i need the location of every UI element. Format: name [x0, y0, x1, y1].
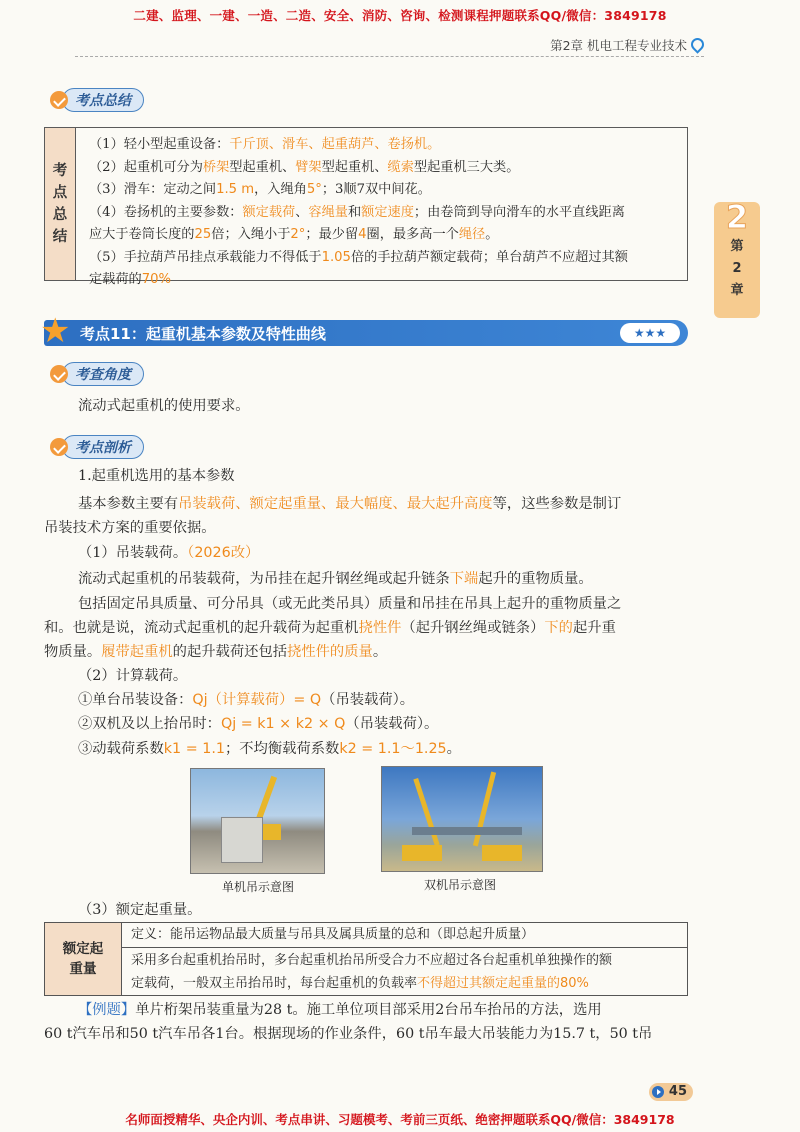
summary-line-7 [89, 269, 679, 292]
highlight: 2° [290, 227, 306, 242]
text: 起升的重物质量。 [478, 571, 593, 587]
bottom-contact-banner: 名师面授精华、央企内训、考点串讲、习题模考、考前三页纸、绝密押题联系QQ/微信：3849178 [125, 1112, 675, 1127]
summary-line-1 [89, 134, 679, 157]
text: 的起升载荷还包括 [172, 644, 288, 660]
highlight: 5° [306, 182, 322, 197]
text: ③动载荷系数 [78, 741, 164, 757]
text: 起升重 [572, 620, 616, 636]
text: 和 [347, 204, 362, 220]
text: 。 [485, 227, 499, 242]
summary-side-char: 结 [52, 229, 68, 245]
highlight: 不得超过其额定起重量的80% [417, 976, 589, 991]
formula-single [78, 688, 414, 712]
text: ；3顺7双中间花。 [321, 182, 431, 197]
chapter-side-tab [714, 198, 760, 318]
text: 等，这些参数是制订 [492, 496, 622, 512]
chapter-title: 第2章 机电工程专业技术 [550, 38, 687, 53]
formula-double [78, 712, 438, 736]
highlight: 1.5 m [216, 182, 255, 197]
summary-side-label [45, 128, 76, 280]
text: 物质量。 [44, 644, 102, 660]
rated-rule-line-2 [131, 972, 679, 995]
summary-side-char: 考 [52, 163, 68, 179]
rated-label-line: 重量 [69, 961, 97, 977]
highlight: 桥架 [202, 159, 230, 175]
analysis-pill [50, 435, 144, 459]
figure-caption-double: 双机吊示意图 [424, 878, 497, 892]
highlight: 1.05 [321, 249, 351, 265]
text: 型起重机、 [229, 159, 296, 175]
subheading-rated-capacity: （3）额定起重量。 [78, 902, 202, 918]
chapter-label-3: 章 [730, 283, 744, 298]
highlight: 挠性件的质量 [287, 644, 373, 660]
text: 。 [372, 644, 388, 660]
summary-box [44, 127, 688, 287]
summary-line-5 [89, 224, 679, 247]
topic-title: 考点11：起重机基本参数及特性曲线 [80, 325, 326, 343]
angle-pill-label: 考查角度 [62, 362, 144, 386]
example-line-1 [78, 998, 690, 1022]
highlight: 70% [141, 272, 172, 287]
text: 基本参数主要有 [78, 496, 179, 512]
text: （2）起重机可分为 [89, 159, 203, 175]
text: （1）吊装载荷。 [78, 545, 188, 561]
summary-side-char: 总 [52, 207, 68, 223]
highlight: 下的 [544, 620, 573, 636]
summary-side-char: 点 [52, 185, 68, 201]
highlight: 25 [194, 227, 212, 242]
double-crane-photo [381, 766, 543, 872]
subheading-lifting-load [78, 541, 259, 565]
example-tag: 【例题】 [78, 1002, 136, 1018]
text: 倍；入绳小于 [211, 227, 291, 242]
summary-line-4 [89, 202, 679, 225]
chapter-label-1: 第 [730, 239, 744, 254]
single-crane-photo [190, 768, 325, 874]
summary-line-3 [89, 179, 679, 202]
crane-body-left [402, 845, 442, 861]
highlight: 下端 [449, 571, 479, 587]
revision-tag: （2026改） [187, 545, 260, 561]
text: 。 [446, 741, 461, 757]
location-pin-icon [688, 35, 706, 53]
highlight: 履带起重机 [101, 644, 173, 660]
lock-icon [50, 438, 68, 456]
highlight: 绳径 [458, 227, 486, 242]
text: 倍的手拉葫芦额定载荷；单台葫芦不应超过其额 [350, 249, 628, 265]
highlight: 额定载荷 [242, 204, 296, 220]
highlight: 臂架 [295, 159, 322, 175]
text: （吊装载荷）。 [345, 716, 439, 732]
text: ，入绳角 [254, 182, 307, 197]
summary-line-2 [89, 157, 679, 180]
highlight: 额定速度 [361, 204, 414, 220]
summary-pill [50, 88, 144, 112]
chapter-number-large: 2 [725, 198, 749, 236]
highlight: 吊装载荷、额定起重量、最大幅度、最大起升高度 [178, 496, 493, 512]
text: 圈，最多高一个 [366, 227, 459, 242]
text: ；最少留 [305, 227, 359, 242]
difficulty-stars: ★★★ [620, 323, 680, 343]
rated-rule-row [121, 948, 687, 995]
angle-pill [50, 362, 144, 386]
crane-body-right [482, 845, 522, 861]
text: （起升钢丝绳或链条） [401, 620, 545, 636]
paragraph-lifting-load [78, 567, 593, 591]
crane-boom-right [473, 772, 496, 847]
text: （1）轻小型起重设备： [89, 137, 230, 152]
text: 定载荷的 [89, 272, 142, 287]
formula: k1 = 1.1 [163, 741, 225, 757]
text: 型起重机三大类。 [413, 159, 520, 175]
text: ；由卷筒到导向滑车的水平直线距离 [413, 204, 625, 220]
paragraph-includes-2 [44, 616, 616, 640]
angle-text: 流动式起重机的使用要求。 [78, 398, 250, 414]
highlight: 挠性件 [358, 620, 402, 636]
topic-title-bar [40, 311, 688, 351]
highlight: 千斤顶、滑车、起重葫芦、卷扬机。 [229, 137, 441, 152]
header-divider [75, 56, 704, 57]
crane-boom-left [413, 778, 439, 846]
text: 单片桁架吊装重量为28 t。施工单位项目部采用2台吊车抬吊的方法，选用 [135, 1002, 602, 1018]
text: （4）卷扬机的主要参数： [89, 204, 243, 220]
formula: Qj = k1 × k2 × Q [220, 716, 346, 732]
text: （3）滑车：定动之间 [89, 182, 217, 197]
text: ②双机及以上抬吊时： [78, 716, 221, 732]
text: 、 [295, 204, 309, 220]
subheading-calc-load: （2）计算载荷。 [78, 668, 188, 684]
paragraph-basic-params [78, 492, 688, 516]
text: 型起重机、 [321, 159, 388, 175]
text: ①单台吊装设备： [78, 692, 193, 708]
paragraph-basic-params-cont: 吊装技术方案的重要依据。 [44, 520, 216, 536]
rated-capacity-table [44, 922, 688, 996]
rated-capacity-label [45, 923, 122, 995]
section-heading-1: 1.起重机选用的基本参数 [78, 468, 235, 484]
highlight: 缆索 [387, 159, 414, 175]
text: （5）手拉葫芦吊挂点承载能力不得低于 [89, 249, 322, 265]
text: 定载荷，一般双主吊抬吊时，每台起重机的负载率 [131, 976, 418, 991]
page-number: 45 [649, 1083, 693, 1101]
chapter-label-2: 2 [732, 261, 742, 276]
text: 流动式起重机的吊装载荷，为吊挂在起升钢丝绳或起升链条 [78, 571, 450, 587]
formula: k2 = 1.1～1.25 [339, 741, 447, 757]
lightbulb-icon [50, 91, 68, 109]
formula-coefficients [78, 737, 461, 761]
analysis-pill-label: 考点剖析 [62, 435, 144, 459]
figure-caption-single: 单机吊示意图 [222, 880, 295, 894]
lifted-beam [412, 827, 522, 835]
pen-icon [50, 365, 68, 383]
summary-line-6 [89, 247, 679, 270]
text: ；不均衡载荷系数 [224, 741, 340, 757]
lifted-equipment [221, 817, 263, 863]
highlight: 容绳量 [308, 204, 348, 220]
highlight: 4 [358, 227, 367, 242]
summary-body [89, 134, 679, 292]
formula: Qj（计算载荷）= Q [192, 692, 322, 708]
summary-pill-label: 考点总结 [62, 88, 144, 112]
text: 采用多台起重机抬吊时，多台起重机抬吊所受合力不应超过各台起重机单独操作的额 [131, 953, 613, 968]
text: 应大于卷筒长度的 [89, 227, 195, 242]
chapter-header [550, 36, 704, 54]
example-line-2: 60 t汽车吊和50 t汽车吊各1台。根据现场的作业条件，60 t吊车最大吊装能力为15.7 t，50 t吊 [44, 1026, 653, 1042]
paragraph-includes-1: 包括固定吊具质量、可分吊具（或无此类吊具）质量和吊挂在吊具上起升的重物质量之 [78, 596, 622, 612]
rated-label-line: 额定起 [62, 941, 104, 957]
rated-definition-row: 定义：能吊运物品最大质量与吊具及属具质量的总和（即总起升质量） [121, 923, 687, 948]
star-icon: ★ [40, 311, 71, 351]
text: （吊装载荷）。 [321, 692, 415, 708]
text: 和。也就是说，流动式起重机的起升载荷为起重机 [44, 620, 359, 636]
top-contact-banner: 二建、监理、一建、一造、二造、安全、消防、咨询、检测课程押题联系QQ/微信：3849178 [133, 8, 667, 23]
paragraph-includes-3 [44, 640, 387, 664]
